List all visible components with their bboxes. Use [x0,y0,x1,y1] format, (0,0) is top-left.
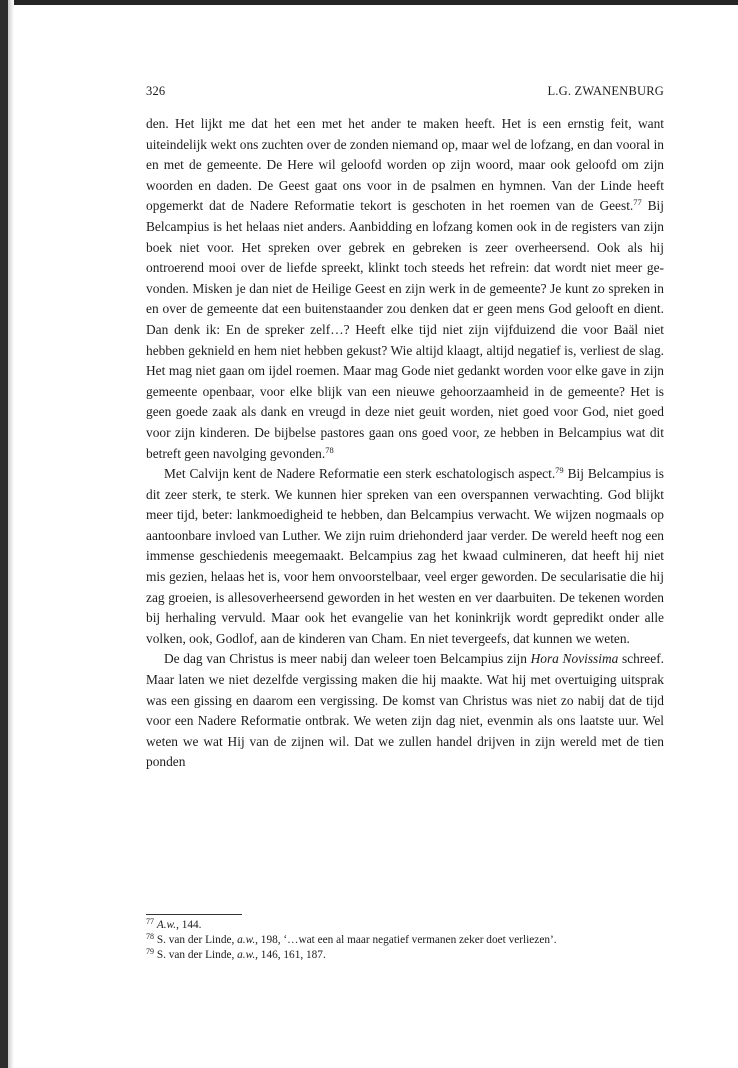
italic-text: A.w. [156,919,177,931]
scan-top-edge [0,0,738,5]
running-head [146,84,664,106]
footnote-rule [146,914,242,915]
text-run: , 144. [176,919,202,931]
book-page [146,84,664,961]
text-run: Bij Belcampius is het helaas niet anders. Aanbidding en lofzang komen ook in de registers van zijn boek niet voor. Het spreken over gebrek en gebreken is zeer overheersend. Ook als hij ontroerend mooi over de liefde spreekt, klinkt toch steeds het refrein: dat wordt niet meer gevonden. Misken je dan niet de Heilige Geest en zijn werk in de gemeente? Je kunt zo spreken in en over de gemeente dat een buitenstaander zou denken dat er geen mens God gelooft en dient. Dan denk ik: En de spreker zelf…? Heeft elke tijd niet zijn vijfduizend die voor Baäl niet hebben geknield en hem niet hebben gekust? Wie altijd klaagt, altijd negatief is, verliest de slag. Het mag niet gaan om ijdel roemen. Maar mag Gode niet gedankt worden voor elke gave in zijn gemeente openbaar, voor elke blijk van een nieuwe gehoorzaamheid in de gemeente? Het is geen goede zaak als dank en vreugd in deze niet geuit worden, niet goed voor God, niet goed voor zijn kinderen. De bijbelse pastores gaan ons goed voor, ze hebben in Belcampius wat dit betreft geen navolging gevonden. [146,198,664,461]
footnote [146,948,664,963]
text-run: Bij Belcampius is dit zeer sterk, te sterk. We kunnen hier spreken van een overspannen verwachting. God blijkt meer tijd, beter: lankmoedigheid te hebben, dan Belcampius verwacht. We wijzen nogmaals op aantoonbare invloed van Luther. We zijn ruim driehonderd jaar verder. De wereld heeft nog een immense geschiedenis meegemaakt. Belcampius zag het kwaad culmineren, dat heeft hij niet mis gezien, helaas het is, voor hem onvoorstelbaar, veel erger geworden. De secularisatie die hij zag groeien, is allesoverheersend geworden in het westen en ver daarbuiten. De tekenen worden bij herhaling vervuld. Maar ook het evangelie van het koninkrijk wordt gepredikt onder alle volken, ook, Godlof, aan de kinderen van Cham. En niet tevergeefs, dat kunnen we weten. [146,466,664,646]
text-run: S. van der Linde, [156,934,238,946]
page-number: 326 [146,84,166,98]
running-title: L.G. ZWANENBURG [547,84,664,98]
text-run: den. Het lijkt me dat het een met het ander te maken heeft. Het is een ernstig feit, want uiteindelijk wekt ons zuchten over de zonden niemand op, maar wel de lofzang, en dan vooral in en met de gemeente. De Here wil geloofd worden op zijn woord, maar ook geloofd om zijn woorden en daden. De Geest gaat ons voor in de psalmen en hymnen. Van der Linde heeft opgemerkt dat de Nadere Reformatie tekort is geschoten in het roemen van de Geest. [146,116,664,214]
footnote-reference[interactable]: 78 [325,444,334,455]
italic-text: a.w. [237,934,256,946]
footnote-number: 78 [146,932,154,941]
scan-gutter-shadow [8,0,14,1068]
text-run: S. van der Linde, [156,949,238,961]
footnote-reference[interactable]: 79 [555,465,564,476]
footnote [146,918,664,933]
body-text [146,114,664,773]
text-run: Met Calvijn kent de Nadere Reformatie een sterk eschatologisch aspect. [164,466,556,482]
text-run: , 198, ‘…wat een al maar negatief vermanen zeker doet verliezen’. [255,934,557,946]
footnote [146,933,664,948]
paragraph [146,464,664,649]
footnotes [146,918,664,963]
italic-text: a.w. [237,949,256,961]
text-run: , 146, 161, 187. [255,949,326,961]
footnote-number: 77 [146,917,154,926]
footnote-number: 79 [146,947,154,956]
text-run: De dag van Christus is meer nabij dan weleer toen Belcampius zijn [164,651,531,667]
footnote-reference[interactable]: 77 [633,197,642,208]
italic-text: Hora Novissima [530,651,619,667]
paragraph [146,649,664,773]
paragraph [146,114,664,464]
text-run: schreef. Maar laten we niet dezelfde vergissing maken die hij maakte. Wat hij met overtuiging uitsprak was een gissing en daarom een vergissing. De komst van Christus was niet zo nabij dat de tijd voor een Nadere Reformatie ontbrak. We weten zijn dag niet, evenmin als ons laatste uur. Wel weten we wat Hij van de zijnen wil. Dat we zullen handel drijven in zijn wereld met de tien ponden [146,651,664,770]
scan-left-edge [0,0,8,1068]
